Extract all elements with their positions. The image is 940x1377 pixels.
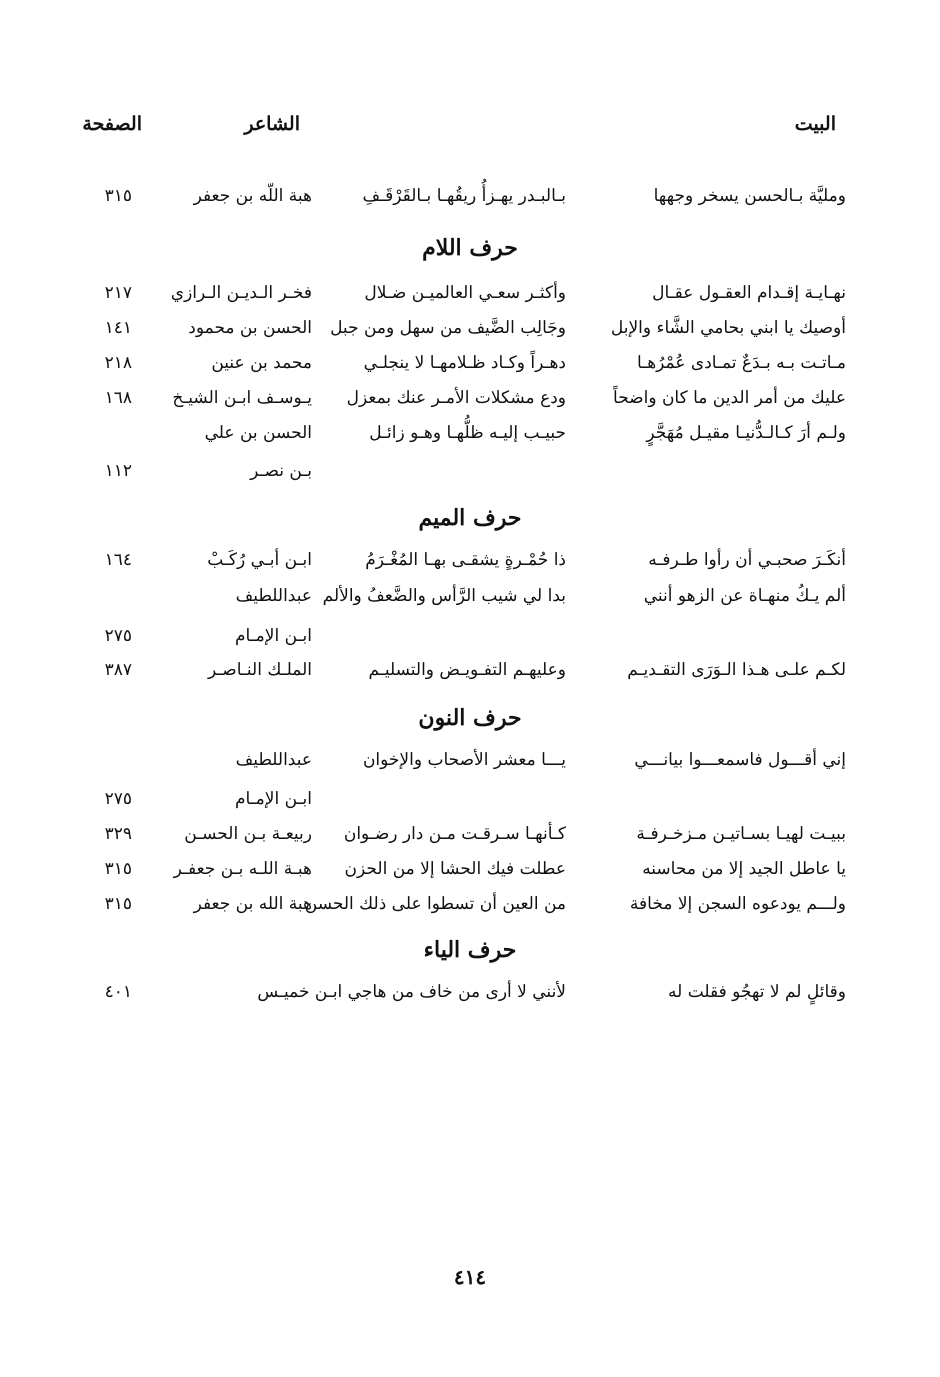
poet-name: فخـر الـديـن الـرازي [170,283,312,303]
poet-name: يـوسـف ابـن الشيـخ [172,388,312,408]
first-hemistich: ألم يـكُ منهـاة عن الزهو أنني [643,586,846,606]
second-hemistich: بـالبـدر يهـزأُ ريقُهـا بـالقَرْقَـفِ [362,186,566,206]
page-ref: ٢١٧ [104,283,132,303]
poet-name: ربيعـة بـن الحسـن [184,824,312,844]
first-hemistich: لكـم علـى هـذا الـوَرَى التقـديـم [627,660,846,680]
page-ref: ١٦٨ [104,388,132,408]
page-ref: ٣١٥ [104,859,132,879]
second-hemistich: بدا لي شيب الرَّأس والضَّعفُ والألم [322,586,566,606]
section-title: حرف الميم [418,505,522,531]
poet-name: الحسن بن محمود [188,318,312,338]
poet-name: الملـك النـاصـر [207,660,312,680]
verse-row [0,318,940,354]
poet-name: هبـة اللـه بـن جعفـر [173,859,312,879]
verse-row [0,859,940,895]
second-hemistich: عطلت فيك الحشا إلا من الحزن [344,859,566,879]
first-hemistich: ببيـت لهيـا بسـاتيـن مـزخـرفـة [636,824,846,844]
header-verse: البيت [794,113,836,135]
verse-row [0,461,940,497]
poet-name: عبداللطيف [235,750,312,770]
first-hemistich: مـاتـت بـه بـدَعٌ تمـادى عُمْرُهـا [637,353,846,373]
poet-name: محمد بن عنين [211,353,312,373]
second-hemistich: كـأنهـا سـرقـت مـن دار رضـوان [343,824,566,844]
first-hemistich: ومليَّة بـالحسن يسخر وجهها [653,186,846,206]
verse-row [0,750,940,786]
poet-name: هبة اللّه بن جعفر [193,186,312,206]
verse-row [0,186,940,222]
poet-name: بـن نصـر [250,461,312,481]
verse-row [0,982,940,1018]
second-hemistich: لأنني لا أرى من خاف من هاجي ابـن خميـس [257,982,566,1002]
page-ref: ٣١٥ [104,894,132,914]
page-ref: ٢١٨ [104,353,132,373]
poet-name: ابـن الإمـام [235,626,312,646]
first-hemistich: وقائلٍ لم لا تهجُو فقلت له [668,982,846,1002]
page-ref: ١٦٤ [104,550,132,570]
page-ref: ١٤١ [104,318,132,338]
verse-row [0,586,940,622]
verse-row [0,353,940,389]
first-hemistich: عليك من أمر الدين ما كان واضحاً [613,388,846,408]
verse-row [0,423,940,459]
first-hemistich: أنكَـرَ صحبـي أن رأوا طـرفـه [648,550,846,570]
verse-row [0,550,940,586]
page-ref: ٣٢٩ [104,824,132,844]
first-hemistich: ولـــم يودعوه السجن إلا مخافة [629,894,846,914]
section-title: حرف الياء [423,937,517,963]
second-hemistich: وأكثـر سعـي العالميـن ضـلال [364,283,566,303]
poet-name: الحسن بن علي [204,423,312,443]
first-hemistich: يا عاطل الجيد إلا من محاسنه [642,859,846,879]
second-hemistich: ذا حُمْـرةٍ يشقـى بهـا المُغْـرَمُ [365,550,566,570]
poet-name: هبة الله بن جعفر [193,894,312,914]
header-page: الصفحة [82,113,142,135]
verse-row [0,824,940,860]
verse-row [0,660,940,696]
first-hemistich: إني أقـــول فاسمعـــوا بيانـــي [634,750,846,770]
second-hemistich: يـــا معشر الأصحاب والإخوان [362,750,566,770]
page-ref: ٢٧٥ [104,789,132,809]
page-ref: ١١٢ [104,461,132,481]
second-hemistich: من العين أن تسطوا على ذلك الحسن [304,894,566,914]
second-hemistich: ودع مشكلات الأمـر عنك بمعزل [346,388,566,408]
section-title: حرف النون [418,705,522,731]
page-ref: ٣٨٧ [104,660,132,680]
page-ref: ٤٠١ [104,982,132,1002]
verse-row [0,626,940,662]
first-hemistich: نهـايـة إقـدام العقـول عقـال [652,283,846,303]
poet-name: عبداللطيف [235,586,312,606]
second-hemistich: دهـراً وكـاد ظـلامهـا لا ينجلـي [363,353,566,373]
verse-row [0,894,940,930]
first-hemistich: أوصيك يا ابني بحامي الشَّاء والإبل [610,318,846,338]
page-number: ٤١٤ [453,1265,487,1289]
header-poet: الشاعر [244,113,300,135]
first-hemistich: ولـم أرَ كـالـدُّنيـا مقيـل مُهَجَّرٍ [646,423,846,443]
verse-row [0,388,940,424]
verse-row [0,283,940,319]
page-ref: ٢٧٥ [104,626,132,646]
verse-row [0,789,940,825]
poet-name: ابـن أبـي رُكَـبْ [207,550,312,570]
second-hemistich: وعليهـم التفـويـض والتسليـم [368,660,566,680]
poet-name: ابـن الإمـام [235,789,312,809]
second-hemistich: وجَالِب الضَّيف من سهل ومن جبل [330,318,566,338]
section-title: حرف اللام [422,235,518,261]
second-hemistich: حبيـب إليـه ظلُّهـا وهـو زائـل [369,423,566,443]
page-ref: ٣١٥ [104,186,132,206]
